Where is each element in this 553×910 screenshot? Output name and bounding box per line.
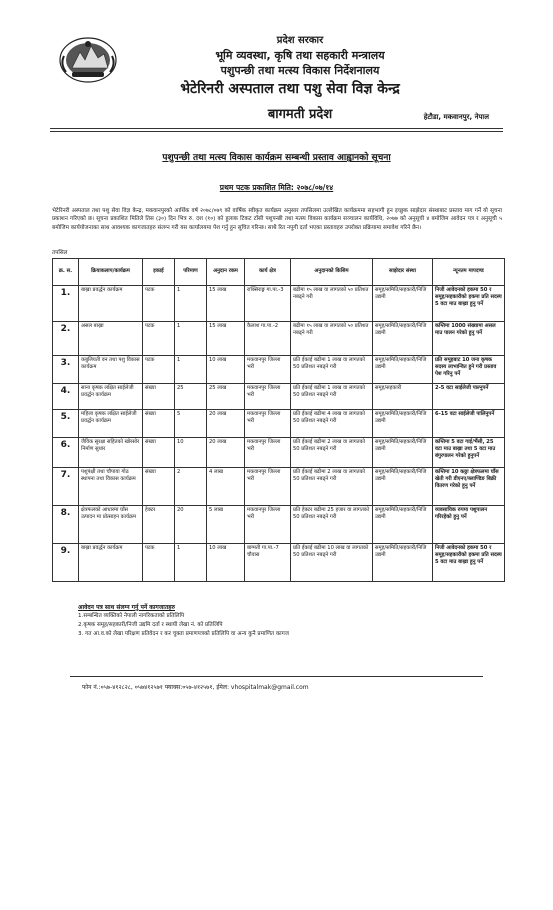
cell-grant-amount: 10 लाख xyxy=(207,544,245,582)
cell-grant-type: प्रति ईकाई बढीमा 1 लाख वा लागतको 50 प्रतिशत नबढ्ने गरी xyxy=(291,356,373,384)
list-lead: तपसिल xyxy=(52,250,68,256)
cell-grant-type: बढीमा १५ लाख वा लागतको ५० प्रतिशत नबढ्ने गरी xyxy=(291,322,373,356)
cell-criteria: निजी आवेदनको हकमा 50 र समूह/सहकारीको हकमा प्रति सदस्य 5 वटा माउ बाख्रा हुनु पर्ने xyxy=(433,286,505,322)
cell-quantity: 1 xyxy=(175,286,207,322)
col-header-grant-type: अनुदानको किसिम xyxy=(291,259,373,286)
cell-grant-amount: 15 लाख xyxy=(207,322,245,356)
cell-grant-amount: 5 लाख xyxy=(207,506,245,544)
cell-quantity: 25 xyxy=(175,384,207,410)
cell-quantity: 10 xyxy=(175,438,207,468)
cell-criteria: निजी आवेदनको हकमा 50 र समूह/सहकारीको हकमा प्रति सदस्य 5 वटा माउ बाख्रा हुनु पर्ने xyxy=(433,544,505,582)
col-header-unit: इकाई xyxy=(143,259,175,286)
cell-grant-type: बढीमा १५ लाख वा लागतको ५० प्रतिशत नबढ्ने गरी xyxy=(291,286,373,322)
cell-unit: हेक्टर xyxy=(143,506,175,544)
cell-work-area: मकवानपुर जिल्ला भरी xyxy=(245,356,291,384)
col-header-sn: क्र. स. xyxy=(53,259,79,286)
cell-grant-type: प्रति ईकाई बढीमा 2 लाख वा लागतको 50 प्रतिशत नबढ्ने गरी xyxy=(291,438,373,468)
cell-quantity: 20 xyxy=(175,506,207,544)
cell-activity: असल बाख्रा xyxy=(79,322,143,356)
document-item: 1.सम्बन्धित व्यक्तिको नेपाली नागरिकताको प्रतिलिपि xyxy=(78,613,185,620)
cell-partner: समूह/समिति/सहकारी/निजि उद्यमी xyxy=(373,506,433,544)
col-header-quantity: परिमाण xyxy=(175,259,207,286)
cell-grant-type: प्रति ईकाई बढीमा 4 लाख वा लागतको 50 प्रतिशत नबढ्ने गरी xyxy=(291,410,373,438)
cell-work-area: मकवानपुर जिल्ला भरी xyxy=(245,384,291,410)
col-header-partner: साझेदार संस्था xyxy=(373,259,433,286)
document-item: 2.कृषक समूह/सहकारी/निजी उद्यमि दर्ता र स्थायी लेखा नं. को प्रतिलिपि xyxy=(78,621,223,628)
cell-unit: पटक xyxy=(143,286,175,322)
cell-work-area: मकवानपुर जिल्ला भरी xyxy=(245,438,291,468)
table-row xyxy=(53,356,505,384)
cell-sn: 3. xyxy=(53,356,79,384)
cell-activity: क्षेत्रफलको आधारमा घाँस उत्पादन मा प्रोत्साहन कार्यक्रम xyxy=(79,506,143,544)
program-table xyxy=(52,258,505,582)
cell-grant-amount: 25 लाख xyxy=(207,384,245,410)
table-row xyxy=(53,544,505,582)
cell-unit: संख्या xyxy=(143,438,175,468)
cell-criteria: कम्तिमा 5 वटा गाई/भैंसी, 25 वटा माउ बाख्रा तथा 5 वटा माउ बंगुरपालन गरेको हुनुपर्ने xyxy=(433,438,505,468)
cell-work-area: मकवानपुर जिल्ला भरी xyxy=(245,410,291,438)
document-item: 3. गत आ.व.को लेखा परिक्षण प्रतिवेदन र कर चुक्ता प्रमाणपत्रको प्रतिलिपि वा अन्य कुनै प्रमाणित कागज xyxy=(78,630,289,637)
cell-criteria: 6-15 वटा साईलेजी पालिनुपर्ने xyxy=(433,410,505,438)
cell-partner: समूह/समिति/सहकारी/निजि उद्यमी xyxy=(373,438,433,468)
cell-unit: संख्या xyxy=(143,468,175,506)
cell-grant-amount: 20 लाख xyxy=(207,438,245,468)
cell-work-area: बाग्मती गा.पा.-7 चौवास xyxy=(245,544,291,582)
cell-sn: 4. xyxy=(53,384,79,410)
notice-intro: भेटेरिनरी अस्पताल तथा पशु सेवा विज्ञ केन्द्र, मकवानपुरको आर्थिक वर्ष २०७८/०७९ को वार्षिक स्वीकृत कार्यक्रम अनुसार तपसिलमा उल्लेखित कार्यक्रममा सहभागी हुन इच्छुक साझेदार संस्थाबाट प्रस्ताव माग गर्ने यो सूचना प्रकाशन गरिएको छ। सूचना प्रकाशित मितिले तिस (३०) दिन भित्र रु. दश (१०) को हुलाक टिकट टाँसी पशुपन्छी तथा मत्स्य विकास कार्यक्रम सञ्चालन कार्यविधि, २०७७ को अनुसूची ४ बमोजिम आवेदन पत्र र अनुसूची ५ बमोजिम कार्ययोजनाका साथ आवश्यक कागजातहरु संलग्न गरी यस कार्यालयमा पेश गर्नु हुन सूचित गरिन्छ। साथै रित नपुगी दर्ता भएका प्रस्तावहरु उपरोक्त प्रक्रियामा समावेश गरिने छैन। xyxy=(52,208,502,231)
cell-partner: समूह/समिति/सहकारी/निजि उद्यमी xyxy=(373,468,433,506)
table-row xyxy=(53,384,505,410)
cell-quantity: 1 xyxy=(175,322,207,356)
cell-quantity: 2 xyxy=(175,468,207,506)
cell-activity: बाख्रा प्रवर्द्धन कार्यक्रम xyxy=(79,544,143,582)
cell-grant-type: प्रति ईकाई बढीमा 1 लाख वा लागतको 50 प्रतिशत नबढ्ने गरी xyxy=(291,384,373,410)
cell-unit: पटक xyxy=(143,322,175,356)
publication-date: प्रथम पटक प्रकाशित मिति: २०७८/०७/१४ xyxy=(219,183,334,192)
header-province: बागमती प्रदेश xyxy=(267,107,333,122)
cell-unit: संख्या xyxy=(143,410,175,438)
cell-sn: 1. xyxy=(53,286,79,322)
cell-sn: 2. xyxy=(53,322,79,356)
documents-heading: आवेदन पत्र साथ संलग्न गर्नु पर्ने कागजातहरु xyxy=(78,604,176,611)
cell-partner: समूह/समिति/सहकारी/निजि उद्यमी xyxy=(373,286,433,322)
col-header-criteria: न्यूनतम मापदण्ड xyxy=(433,259,505,286)
cell-grant-amount: 20 लाख xyxy=(207,410,245,438)
cell-activity: बाख्रा प्रवर्द्धन कार्यक्रम xyxy=(79,286,143,322)
header-divider-bottom xyxy=(50,131,503,132)
cell-grant-amount: 15 लाख xyxy=(207,286,245,322)
cell-grant-amount: 4 लाख xyxy=(207,468,245,506)
cell-sn: 6. xyxy=(53,438,79,468)
cell-sn: 9. xyxy=(53,544,79,582)
cell-work-area: मकवानपुर जिल्ला भरी xyxy=(245,468,291,506)
header-office-name: भेटेरिनरी अस्पताल तथा पशु सेवा विज्ञ केन्द्र xyxy=(180,81,400,97)
cell-work-area: कैलाश गा.पा.-2 xyxy=(245,322,291,356)
col-header-work-area: कार्य क्षेत्र xyxy=(245,259,291,286)
footer-divider xyxy=(70,676,483,677)
cell-work-area: मकवानपुर जिल्ला भरी xyxy=(245,506,291,544)
cell-quantity: 1 xyxy=(175,356,207,384)
cell-activity: महिला कृषक लक्षित साईलेजी प्रवर्द्धन कार्यक्रम xyxy=(79,410,143,438)
cell-criteria: कम्तिमा 10 कठ्ठा क्षेत्रफलमा घाँस खेती गरी डीएनए/ब्लाण्डिङ बिक्री वितरण गरेको हुनु पर्ने xyxy=(433,468,505,506)
table-row xyxy=(53,322,505,356)
col-header-grant-amount: अनुदान रकम xyxy=(207,259,245,286)
col-header-activity: क्रियाकलाप/कार्यक्रम xyxy=(79,259,143,286)
cell-criteria: कम्तिमा 1000 संख्यामा असल माउ पालन गरेको हुनु पर्ने xyxy=(433,322,505,356)
header-directorate: पशुपन्छी तथा मत्स्य विकास निर्देशनालय xyxy=(220,64,380,77)
cell-grant-amount: 10 लाख xyxy=(207,356,245,384)
table-row xyxy=(53,438,505,468)
required-documents xyxy=(78,603,478,638)
header-line-1: प्रदेश सरकार xyxy=(276,35,324,46)
nepal-government-emblem-icon xyxy=(58,34,118,86)
footer-contact: फोन नं.:०५७-४१२८२८, ०५७४१२५७१ फ्याक्स:०५७-४१२५७१, ईमेल: vhospitalmak@gmail.com xyxy=(82,684,309,691)
cell-sn: 8. xyxy=(53,506,79,544)
cell-partner: समूह/समिति/सहकारी/निजि उद्यमी xyxy=(373,356,433,384)
cell-activity: पशुपंक्षी तथा चौपाया गोठ स्थापना तथा विकास कार्यक्रम xyxy=(79,468,143,506)
notice-title: पशुपन्छी तथा मत्स्य विकास कार्यक्रम सम्बन्धी प्रस्ताव आह्वानको सूचना xyxy=(162,153,391,163)
cell-partner: समूह/सहकारी xyxy=(373,384,433,410)
table-header-row xyxy=(53,259,505,286)
header-divider-top xyxy=(50,128,503,129)
cell-grant-type: प्रति ईकाई बढीमा 10 लाख वा लागतको 50 प्रतिशत नबढ्ने गरी xyxy=(291,544,373,582)
cell-sn: 5. xyxy=(53,410,79,438)
table-row xyxy=(53,468,505,506)
cell-quantity: 5 xyxy=(175,410,207,438)
cell-partner: समूह/समिति/सहकारी/निजि उद्यमी xyxy=(373,544,433,582)
header-ministry: भूमि व्यवस्था, कृषि तथा सहकारी मन्त्रालय xyxy=(215,49,385,62)
cell-unit: संख्या xyxy=(143,384,175,410)
cell-grant-type: प्रति ईकाई बढीमा 2 लाख वा लागतको 50 प्रतिशत नबढ्ने गरी xyxy=(291,468,373,506)
cell-activity: कबुलियती वन तथा पशु विकास कार्यक्रम xyxy=(79,356,143,384)
cell-partner: समूह/समिति/सहकारी/निजि उद्यमी xyxy=(373,322,433,356)
cell-criteria: 2-5 वटा साईलेजी पाल्नुपर्ने xyxy=(433,384,505,410)
cell-sn: 7. xyxy=(53,468,79,506)
table-row xyxy=(53,286,505,322)
cell-unit: पटक xyxy=(143,544,175,582)
cell-criteria: व्यवसायिक रुपमा पशुपालन गरिरहेको हुनु पर्ने xyxy=(433,506,505,544)
cell-work-area: राक्सिराङ्ग गा.पा.-3 xyxy=(245,286,291,322)
cell-activity: साना कृषक लक्षित साईलेजी प्रवर्द्धन कार्यक्रम xyxy=(79,384,143,410)
cell-criteria: प्रति समूहबाट 10 जना कृषक सदस्य लाभान्वित हुने गरी प्रस्ताव पेश गरिनु पर्ने xyxy=(433,356,505,384)
cell-quantity: 1 xyxy=(175,544,207,582)
header-location: हेटौडा, मकवानपुर, नेपाल xyxy=(423,113,489,121)
table-row xyxy=(53,410,505,438)
cell-grant-type: प्रति हेक्टर बढीमा 25 हजार वा लागतको 50 प्रतिशत नबढ्ने गरी xyxy=(291,506,373,544)
cell-partner: समूह/समिति/सहकारी/निजि उद्यमी xyxy=(373,410,433,438)
table-row xyxy=(53,506,505,544)
cell-unit: पटक xyxy=(143,356,175,384)
cell-activity: जैविक सुरक्षा सहितको खोरसोर निर्माण सुधार xyxy=(79,438,143,468)
